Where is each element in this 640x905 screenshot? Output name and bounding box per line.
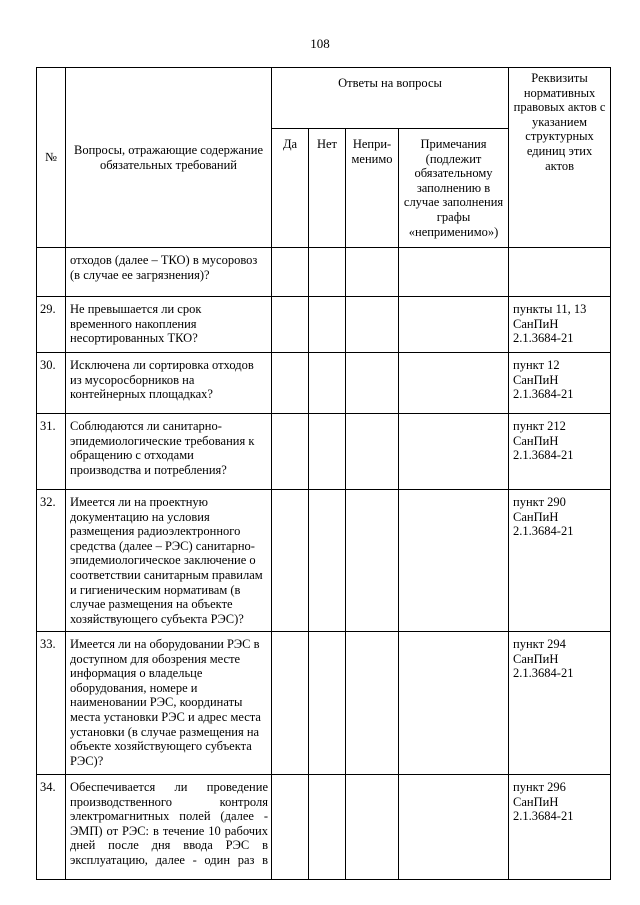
row-requisites: пункт 294 СанПиН 2.1.3684-21 <box>509 632 611 775</box>
row-number <box>37 248 66 297</box>
row-question: Исключена ли сортировка отходов из мусоросборников на контейнерных площадках? <box>66 353 272 414</box>
row-number: 30. <box>37 353 66 414</box>
answer-na-cell[interactable] <box>346 248 399 297</box>
notes-cell[interactable] <box>399 632 509 775</box>
answer-no-cell[interactable] <box>309 248 346 297</box>
answer-na-cell[interactable] <box>346 490 399 632</box>
table-row <box>37 353 611 414</box>
answer-no-cell[interactable] <box>309 297 346 353</box>
row-requisites: пункт 12 СанПиН 2.1.3684-21 <box>509 353 611 414</box>
header-not-applicable: Непри- менимо <box>346 129 399 248</box>
table-row <box>37 775 611 880</box>
header-yes: Да <box>272 129 309 248</box>
header-num: № <box>37 68 66 248</box>
row-requisites: пункты 11, 13 СанПиН 2.1.3684-21 <box>509 297 611 353</box>
answer-yes-cell[interactable] <box>272 775 309 880</box>
answer-na-cell[interactable] <box>346 775 399 880</box>
answer-na-cell[interactable] <box>346 414 399 490</box>
row-question: Не превышается ли срок временного накопления несортированных ТКО? <box>66 297 272 353</box>
answer-na-cell[interactable] <box>346 297 399 353</box>
header-no: Нет <box>309 129 346 248</box>
table-row <box>37 248 611 297</box>
row-number: 29. <box>37 297 66 353</box>
row-question: отходов (далее – ТКО) в мусоровоз (в случае ее загрязнения)? <box>66 248 272 297</box>
table-row <box>37 414 611 490</box>
answer-no-cell[interactable] <box>309 775 346 880</box>
notes-cell[interactable] <box>399 297 509 353</box>
answer-no-cell[interactable] <box>309 632 346 775</box>
answer-no-cell[interactable] <box>309 490 346 632</box>
answer-yes-cell[interactable] <box>272 414 309 490</box>
row-question: Имеется ли на оборудовании РЭС в доступном для обозрения месте информация о владельце оборудования, номере и наименовании РЭС, координаты места установки РЭС и адрес места установки (в случае размещения на объекте хозяйствующего субъекта РЭС)? <box>66 632 272 775</box>
notes-cell[interactable] <box>399 414 509 490</box>
checklist-table <box>36 67 611 880</box>
table-row <box>37 632 611 775</box>
header-questions: Вопросы, отражающие содержание обязательных требований <box>66 68 272 248</box>
answer-no-cell[interactable] <box>309 353 346 414</box>
row-question: Соблюдаются ли санитарно- эпидемиологические требования к обращению с отходами производства и потребления? <box>66 414 272 490</box>
row-question: Имеется ли на проектную документацию на условия размещения радиоэлектронного средства (далее – РЭС) санитарно- эпидемиологическое заключение о соответствии санитарным правилам и гигиеническим нормативам (в случае размещения на объекте хозяйствующего субъекта РЭС)? <box>66 490 272 632</box>
table-row <box>37 297 611 353</box>
row-requisites <box>509 248 611 297</box>
row-requisites: пункт 296 СанПиН 2.1.3684-21 <box>509 775 611 880</box>
notes-cell[interactable] <box>399 775 509 880</box>
header-requisites: Реквизиты нормативных правовых актов с указанием структурных единиц этих актов <box>509 68 611 248</box>
row-number: 31. <box>37 414 66 490</box>
header-notes: Примечания (подлежит обязательному заполнению в случае заполнения графы «неприменимо») <box>399 129 509 248</box>
header-row <box>37 68 611 129</box>
table-row <box>37 490 611 632</box>
answer-yes-cell[interactable] <box>272 490 309 632</box>
row-number: 33. <box>37 632 66 775</box>
answer-na-cell[interactable] <box>346 632 399 775</box>
notes-cell[interactable] <box>399 248 509 297</box>
row-question: Обеспечивается ли проведение производственного контроля электромагнитных полей (далее - ЭМП) от РЭС: в течение 10 рабочих дней после дня ввода РЭС в эксплуатацию, далее - один раз в <box>66 775 272 880</box>
header-answers: Ответы на вопросы <box>272 68 509 129</box>
notes-cell[interactable] <box>399 490 509 632</box>
row-number: 34. <box>37 775 66 880</box>
row-requisites: пункт 290 СанПиН 2.1.3684-21 <box>509 490 611 632</box>
answer-no-cell[interactable] <box>309 414 346 490</box>
answer-yes-cell[interactable] <box>272 297 309 353</box>
page-number: 108 <box>310 36 330 51</box>
answer-yes-cell[interactable] <box>272 632 309 775</box>
row-requisites: пункт 212 СанПиН 2.1.3684-21 <box>509 414 611 490</box>
row-number: 32. <box>37 490 66 632</box>
answer-na-cell[interactable] <box>346 353 399 414</box>
answer-yes-cell[interactable] <box>272 353 309 414</box>
answer-yes-cell[interactable] <box>272 248 309 297</box>
notes-cell[interactable] <box>399 353 509 414</box>
